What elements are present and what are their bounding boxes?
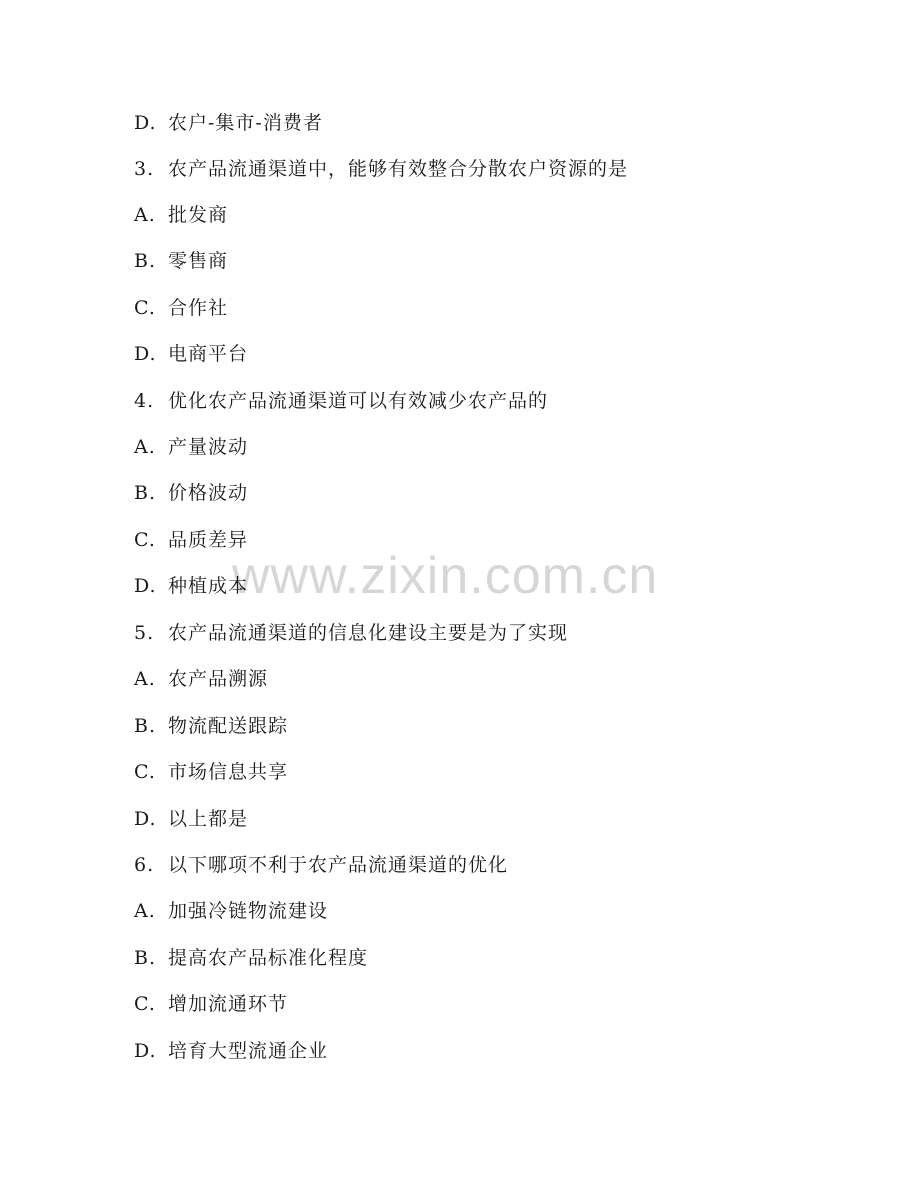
option-line [134, 432, 248, 462]
question-text: 农产品流通渠道中，能够有效整合分散农户资源的是 [168, 158, 629, 180]
question-line [134, 618, 568, 648]
option-text: 市场信息共享 [168, 761, 289, 783]
option-line [134, 711, 288, 741]
question-line [134, 154, 628, 184]
option-line [134, 664, 268, 694]
option-text: 农产品溯源 [168, 668, 269, 690]
option-text: 价格波动 [168, 482, 249, 504]
option-text: 增加流通环节 [168, 993, 289, 1015]
option-line [134, 896, 328, 926]
option-marker: A. [134, 668, 156, 690]
question-line [134, 850, 508, 880]
option-line [134, 108, 323, 138]
option-text: 零售商 [168, 250, 229, 272]
option-line [134, 757, 288, 787]
question-number: 6. [134, 854, 155, 876]
option-marker: D. [134, 808, 157, 830]
option-text: 种植成本 [168, 575, 249, 597]
option-line [134, 525, 248, 555]
option-marker: B. [134, 482, 157, 504]
question-text: 农产品流通渠道的信息化建设主要是为了实现 [168, 622, 569, 644]
option-line [134, 1036, 328, 1066]
option-line [134, 989, 288, 1019]
option-marker: C. [134, 993, 156, 1015]
option-line [134, 293, 228, 323]
option-line [134, 246, 228, 276]
option-line [134, 200, 228, 230]
question-text: 以下哪项不利于农产品流通渠道的优化 [168, 854, 509, 876]
option-text: 电商平台 [168, 343, 249, 365]
option-line [134, 804, 248, 834]
option-text: 以上都是 [168, 808, 249, 830]
question-number: 5. [134, 622, 155, 644]
option-marker: A. [134, 436, 156, 458]
option-text: 加强冷链物流建设 [168, 900, 329, 922]
option-marker: D. [134, 1040, 157, 1062]
option-marker: D. [134, 343, 157, 365]
option-line [134, 943, 368, 973]
option-text: 品质差异 [168, 529, 249, 551]
watermark-text: www.zixin.com.cn [232, 547, 659, 605]
option-marker: D. [134, 112, 157, 134]
option-marker: A. [134, 204, 156, 226]
question-number: 3. [134, 158, 155, 180]
option-marker: C. [134, 297, 156, 319]
question-line [134, 386, 548, 416]
option-text: 培育大型流通企业 [168, 1040, 329, 1062]
question-text: 优化农产品流通渠道可以有效减少农产品的 [168, 390, 549, 412]
option-line [134, 571, 248, 601]
option-marker: C. [134, 529, 156, 551]
option-marker: B. [134, 250, 157, 272]
option-text: 批发商 [168, 204, 229, 226]
option-text: 产量波动 [168, 436, 249, 458]
option-line [134, 478, 248, 508]
option-text: 提高农产品标准化程度 [168, 947, 369, 969]
option-marker: B. [134, 947, 157, 969]
option-text: 农户-集市-消费者 [168, 112, 323, 134]
question-number: 4. [134, 390, 155, 412]
option-line [134, 339, 248, 369]
option-text: 物流配送跟踪 [168, 715, 289, 737]
option-marker: B. [134, 715, 157, 737]
option-marker: C. [134, 761, 156, 783]
option-marker: A. [134, 900, 156, 922]
option-text: 合作社 [168, 297, 229, 319]
option-marker: D. [134, 575, 157, 597]
